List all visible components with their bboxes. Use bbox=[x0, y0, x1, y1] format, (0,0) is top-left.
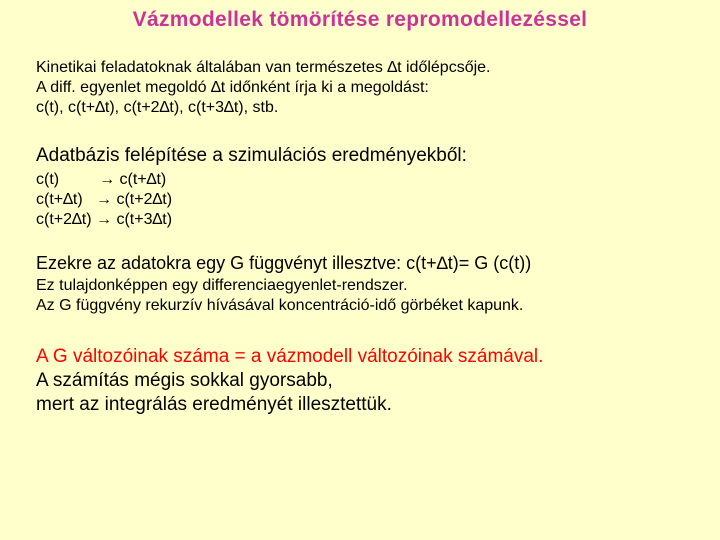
database-paragraph bbox=[36, 144, 467, 230]
conclusion-line-3: mert az integrálás eredményét illesztettük. bbox=[36, 394, 392, 415]
database-heading: Adatbázis felépítése a szimulációs eredményekből: bbox=[36, 145, 467, 166]
kinetics-line-3: c(t), c(t+∆t), c(t+2∆t), c(t+3∆t), stb. bbox=[36, 99, 279, 116]
mapping-row-2: c(t+∆t) → c(t+2∆t) bbox=[36, 191, 173, 208]
fitting-line-2: Ez tulajdonképpen egy differenciaegyenlet-rendszer. bbox=[36, 277, 408, 294]
conclusion-line-2: A számítás mégis sokkal gyorsabb, bbox=[36, 370, 333, 391]
conclusion-line-1: A G változóinak száma = a vázmodell változóinak számával. bbox=[36, 346, 544, 367]
kinetics-line-2: A diff. egyenlet megoldó ∆t időnként írja ki a megoldást: bbox=[36, 79, 429, 96]
mapping-row-1: c(t) → c(t+∆t) bbox=[36, 171, 167, 188]
kinetics-paragraph bbox=[36, 58, 491, 118]
conclusion-paragraph bbox=[36, 345, 543, 417]
fitting-heading: Ezekre az adatokra egy G függvényt illesztve: c(t+∆t)= G (c(t)) bbox=[36, 253, 532, 273]
slide-title: Vázmodellek tömörítése repromodellezéssel bbox=[132, 8, 588, 31]
kinetics-line-1: Kinetikai feladatoknak általában van természetes ∆t időlépcsője. bbox=[36, 59, 491, 76]
fitting-line-3: Az G függvény rekurzív hívásával koncentráció-idő görbéket kapunk. bbox=[36, 297, 524, 314]
mapping-row-3: c(t+2∆t) → c(t+3∆t) bbox=[36, 211, 173, 228]
fitting-paragraph bbox=[36, 252, 531, 316]
